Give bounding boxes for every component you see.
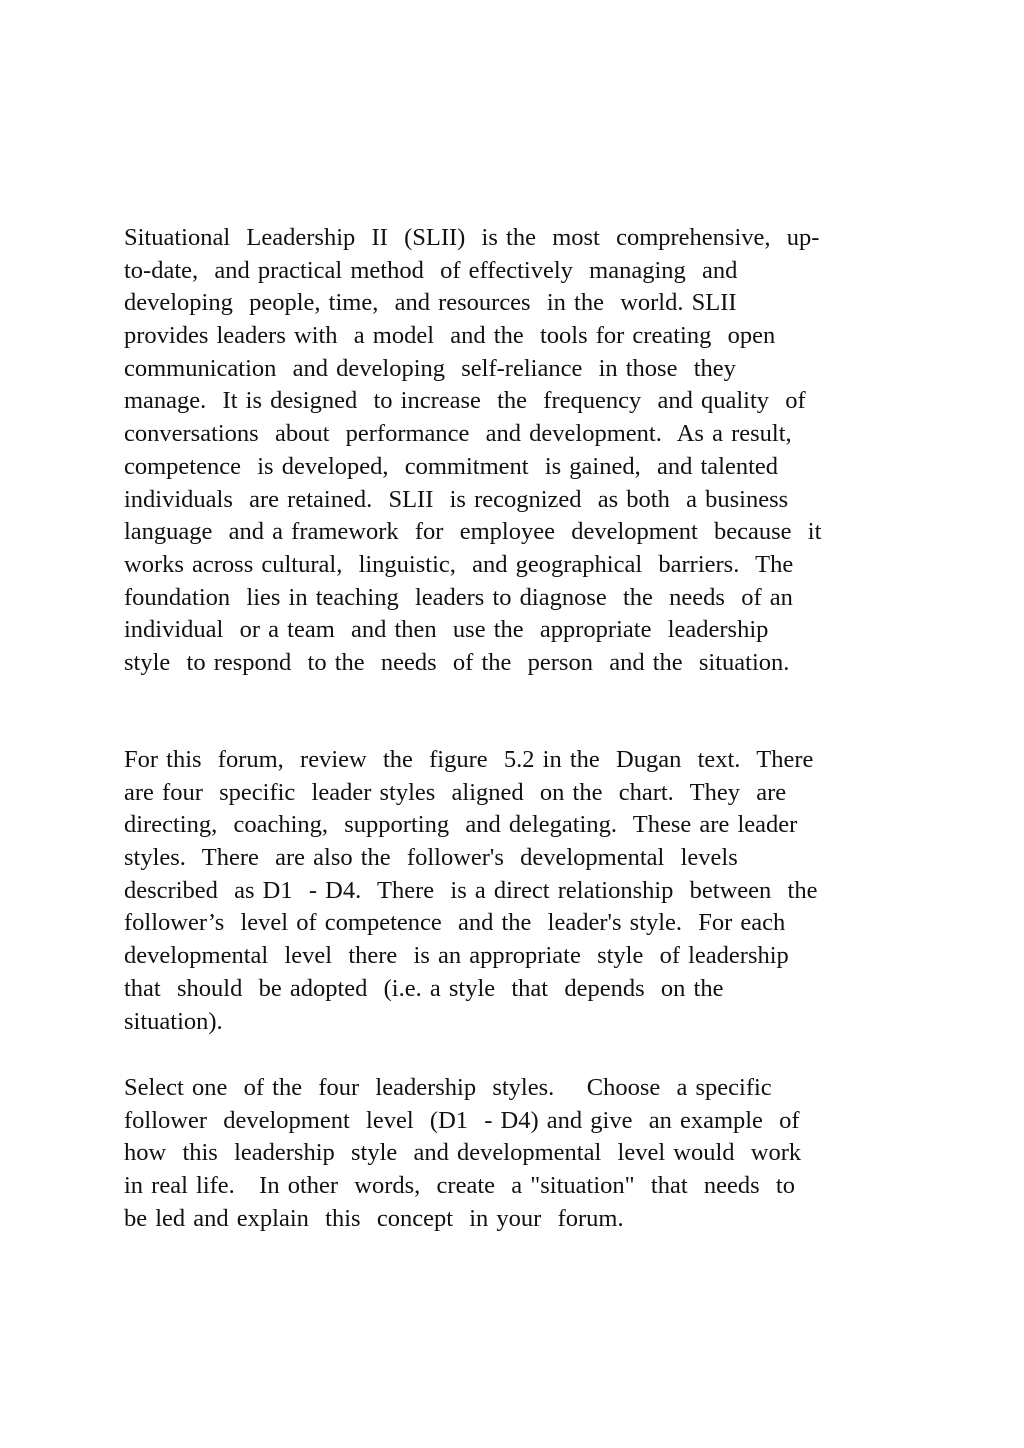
paragraph-assignment	[124, 1072, 914, 1235]
paragraph-forum-instructions	[124, 744, 914, 1038]
text-line: developmental level there is an appropriate style of leadership	[124, 942, 789, 970]
text-line: individual or a team and then use the appropriate leadership	[124, 616, 769, 644]
text-line: Situational Leadership II (SLII) is the most comprehensive, up-	[124, 224, 820, 251]
text-line: For this forum, review the figure 5.2 in the Dugan text. There	[124, 746, 814, 773]
text-line: follower’s level of competence and the leader's style. For each	[124, 909, 786, 937]
paragraph-slii-overview	[124, 222, 914, 680]
text-line: provides leaders with a model and the tools for creating open	[124, 322, 776, 350]
text-line: style to respond to the needs of the person and the situation.	[124, 648, 790, 676]
text-line: that should be adopted (i.e. a style that depends on the	[124, 974, 724, 1002]
text-line: competence is developed, commitment is gained, and talented	[124, 452, 779, 480]
text-line: works across cultural, linguistic, and geographical barriers. The	[124, 550, 794, 578]
text-line: language and a framework for employee development because it	[124, 518, 822, 546]
text-line: described as D1 - D4. There is a direct relationship between the	[124, 876, 818, 904]
text-line: are four specific leader styles aligned on the chart. They are	[124, 778, 787, 806]
text-line: conversations about performance and development. As a result,	[124, 420, 792, 448]
text-line: directing, coaching, supporting and delegating. These are leader	[124, 811, 798, 839]
text-line: communication and developing self-reliance in those they	[124, 354, 736, 382]
text-line: in real life. In other words, create a "situation" that needs to	[124, 1172, 795, 1200]
text-line: developing people, time, and resources in the world. SLII	[124, 289, 737, 317]
text-line: individuals are retained. SLII is recognized as both a business	[124, 485, 789, 513]
text-line: manage. It is designed to increase the frequency and quality of	[124, 387, 806, 415]
text-line: follower development level (D1 - D4) and give an example of	[124, 1106, 800, 1134]
text-line: styles. There are also the follower's developmental levels	[124, 844, 738, 872]
text-line: be led and explain this concept in your forum.	[124, 1204, 624, 1232]
text-line: situation).	[124, 1007, 223, 1035]
text-line: how this leadership style and developmental level would work	[124, 1139, 802, 1167]
text-line: to-date, and practical method of effectively managing and	[124, 256, 738, 284]
text-line: foundation lies in teaching leaders to diagnose the needs of an	[124, 583, 793, 611]
text-line: Select one of the four leadership styles. Choose a specific	[124, 1074, 772, 1101]
